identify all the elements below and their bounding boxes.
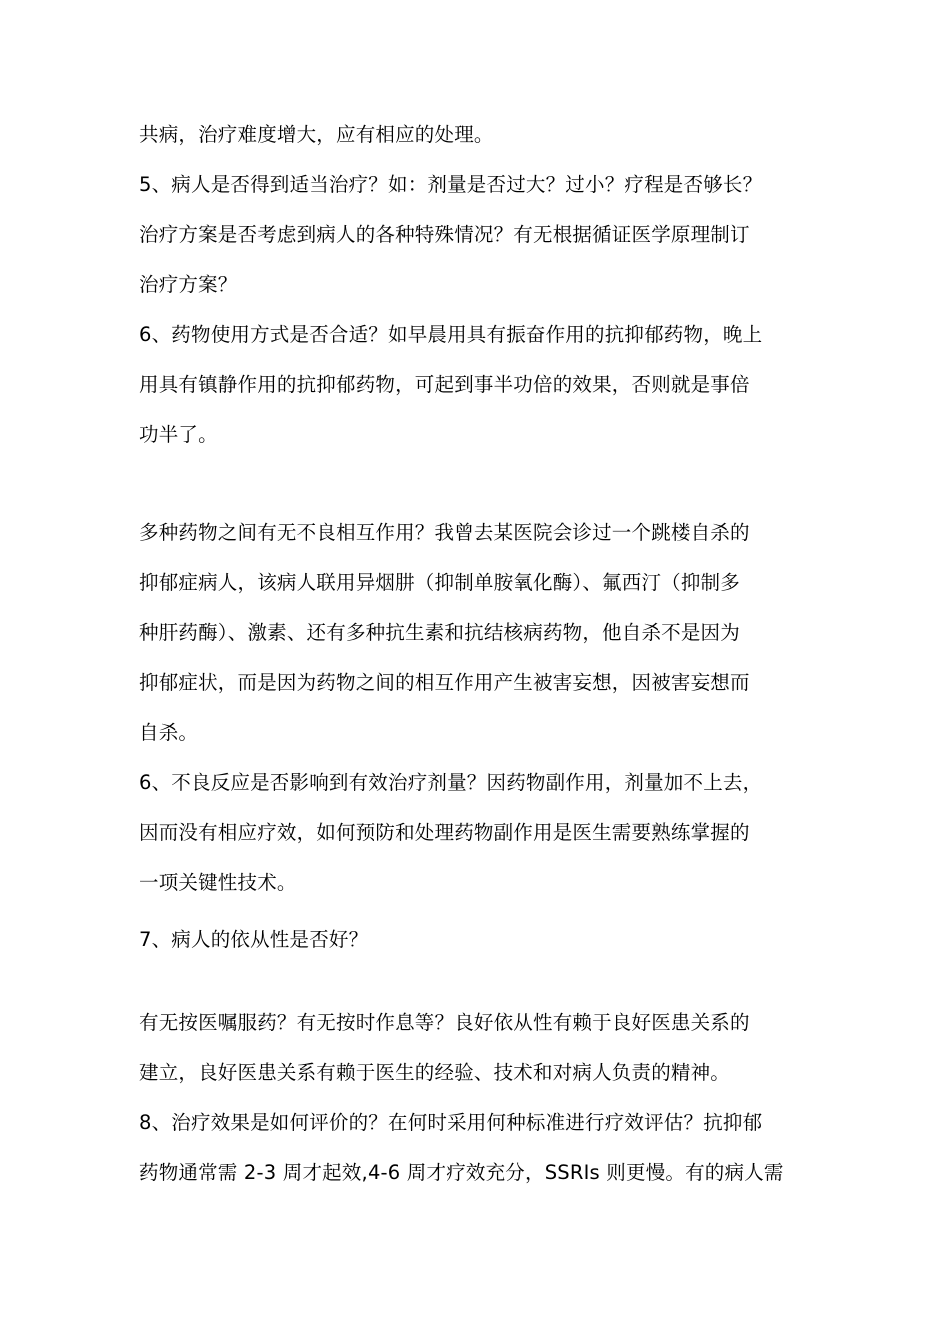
- text-line: 多种药物之间有无不良相互作用？我曾去某医院会诊过一个跳楼自杀的: [139, 521, 750, 544]
- text-line: 用具有镇静作用的抗抑郁药物，可起到事半功倍的效果，否则就是事倍: [139, 373, 750, 396]
- text-line: 治疗方案是否考虑到病人的各种特殊情况？有无根据循证医学原理制订: [139, 223, 750, 246]
- text-line: 抑郁症状，而是因为药物之间的相互作用产生被害妄想，因被害妄想而: [139, 671, 750, 694]
- text-line: 抑郁症病人，该病人联用异烟肼（抑制单胺氧化酶）、氟西汀（抑制多: [139, 571, 740, 594]
- text-line: 建立，良好医患关系有赖于医生的经验、技术和对病人负责的精神。: [139, 1061, 731, 1084]
- text-line: 药物通常需 2-3 周才起效,4-6 周才疗效充分，SSRIs 则更慢。有的病人需: [139, 1161, 784, 1184]
- text-line: 7、病人的依从性是否好？: [139, 928, 369, 951]
- text-line: 一项关键性技术。: [139, 871, 297, 894]
- text-line: 种肝药酶）、激素、还有多种抗生素和抗结核病药物，他自杀不是因为: [139, 621, 740, 644]
- text-line: 共病，治疗难度增大，应有相应的处理。: [139, 123, 494, 146]
- text-line: 功半了。: [139, 423, 218, 446]
- text-line: 因而没有相应疗效，如何预防和处理药物副作用是医生需要熟练掌握的: [139, 821, 750, 844]
- text-line: 有无按医嘱服药？有无按时作息等？良好依从性有赖于良好医患关系的: [139, 1011, 750, 1034]
- text-line: 治疗方案？: [139, 273, 238, 296]
- text-line: 5、病人是否得到适当治疗？如：剂量是否过大？过小？疗程是否够长？: [139, 173, 763, 196]
- text-line: 8、治疗效果是如何评价的？在何时采用何种标准进行疗效评估？抗抑郁: [139, 1111, 763, 1134]
- text-line: 自杀。: [139, 721, 199, 744]
- text-line: 6、药物使用方式是否合适？如早晨用具有振奋作用的抗抑郁药物，晚上: [139, 323, 763, 346]
- text-line: 6、不良反应是否影响到有效治疗剂量？因药物副作用，剂量加不上去，: [139, 771, 763, 794]
